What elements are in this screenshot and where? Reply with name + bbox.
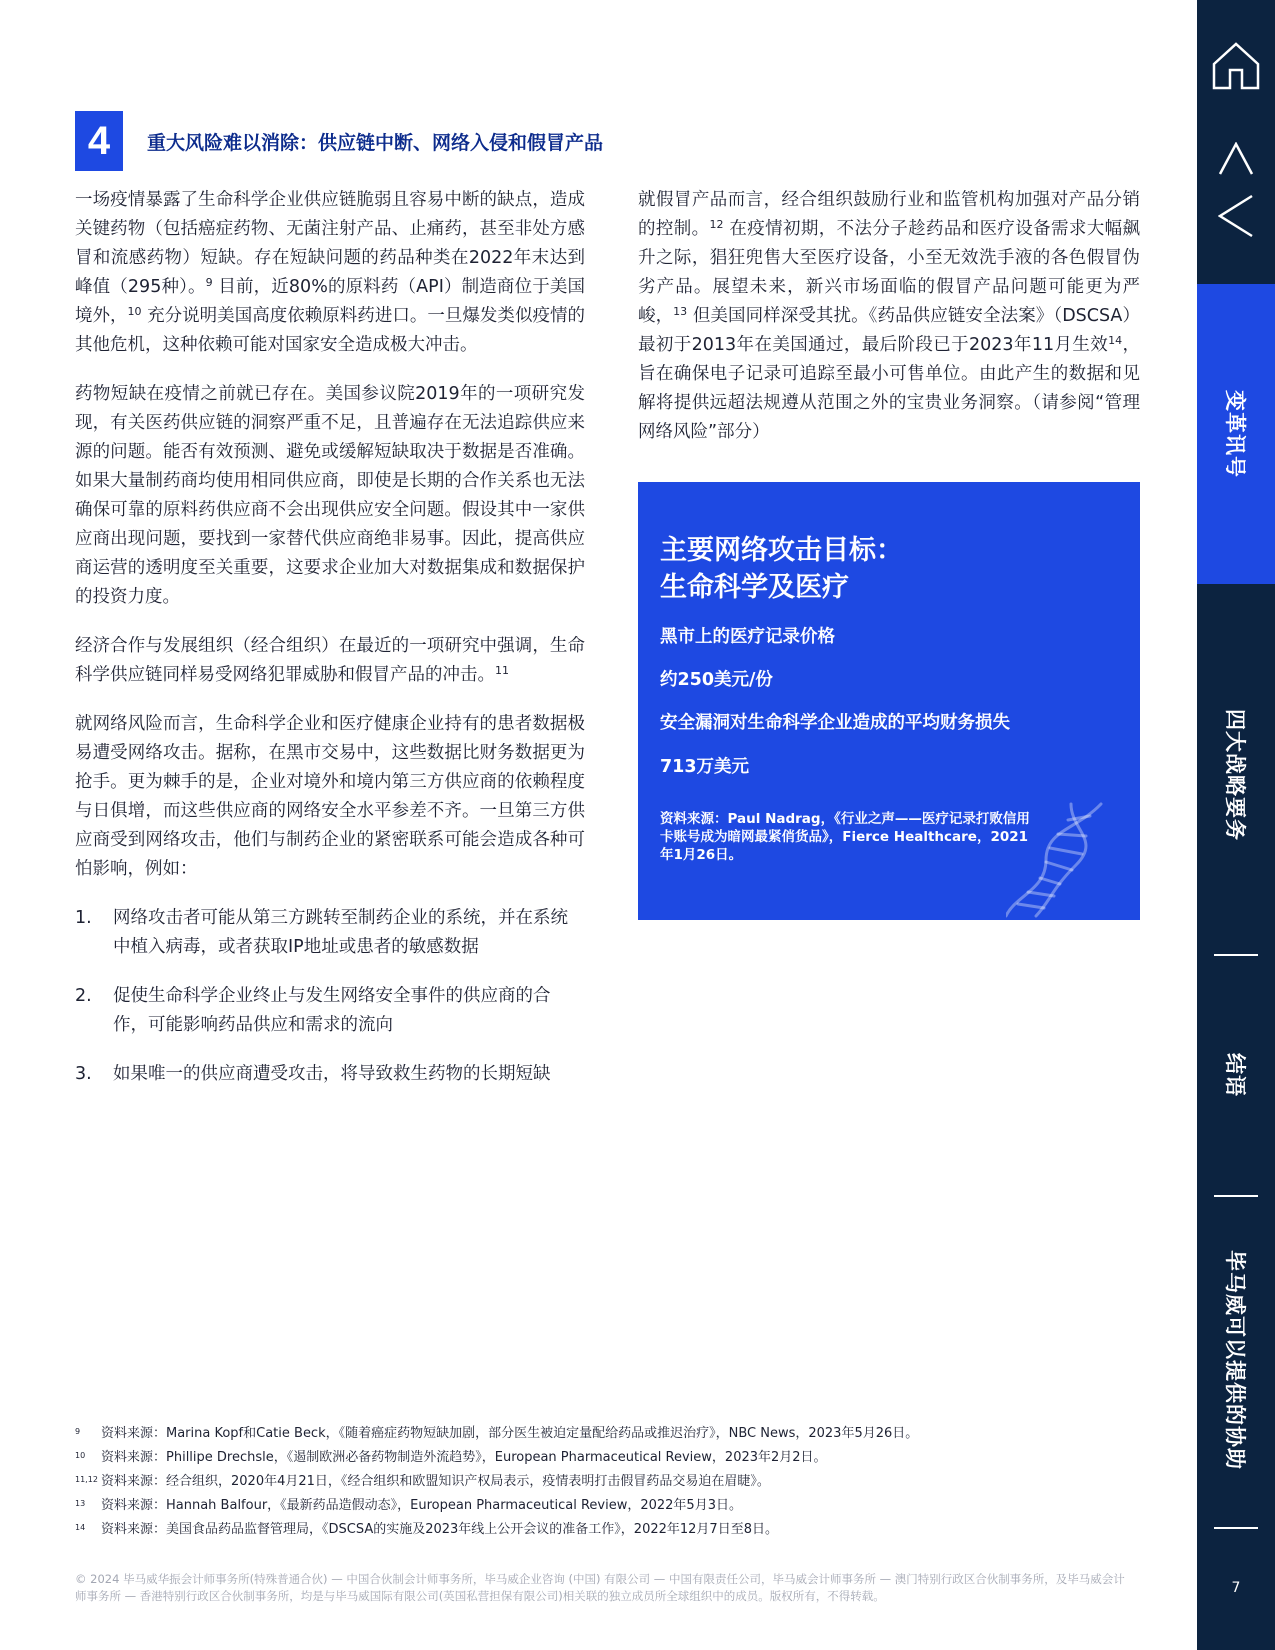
list-item: 2. 促使生命科学企业终止与发生网络安全事件的供应商的合作，可能影响药品供应和需求的流向 — [75, 986, 551, 1035]
right-column — [638, 186, 1140, 467]
section-title: 重大风险难以消除：供应链中断、网络入侵和假冒产品 — [147, 132, 604, 154]
footnote-ref[interactable]: 12 — [709, 218, 724, 231]
footnotes — [75, 1422, 1095, 1542]
footnote-ref[interactable]: 11 — [495, 664, 509, 677]
footnote-ref[interactable]: 10 — [127, 305, 142, 318]
divider — [1214, 1195, 1258, 1197]
chevron-up-icon[interactable] — [1218, 142, 1254, 176]
stat-value: 713万美元 — [660, 757, 750, 777]
tab-how-kpmg-can-help[interactable] — [1197, 1200, 1275, 1520]
paragraph: 就假冒产品而言，经合组织鼓励行业和监管机构加强对产品分销的控制。$^{12}$ 在疫情初期，不法分子趁药品和医疗设备需求大幅飙升之际，猖狂兜售大至医疗设备，小至无效洗手液的各色假冒伪劣产品。展望未来，新兴市场面临的假冒产品问题可能更为严峻，$^{13}$ 但美国同样深受其扰。《药品供应链安全法案》（DSCSA）最初于2013年在美国通过，最后阶段已于2023年11月生效$^{14}$，旨在确保电子记录可追踪至最小可售单位。由此产生的数据和见解将提供远超法规遵从范围之外的宝贵业务洞察。（请参阅“管理网络风险”部分） — [638, 190, 1141, 442]
footnote: 10 资料来源：Phillipe Drechsle，《遏制欧洲必备药物制造外流趋势》，European Pharmaceutical Review，2023年2月2日。 — [75, 1450, 827, 1465]
tab-label: 四大战略要务 — [1223, 709, 1247, 841]
list-item: 3. 如果唯一的供应商遭受攻击，将导致救生药物的长期短缺 — [75, 1064, 551, 1084]
tab-change-signals[interactable] — [1197, 284, 1275, 584]
tab-conclusion[interactable] — [1197, 960, 1275, 1190]
paragraph: 一场疫情暴露了生命科学企业供应链脆弱且容易中断的缺点，造成关键药物（包括癌症药物、无菌注射产品、止痛药，甚至非处方感冒和流感药物）短缺。存在短缺问题的药品种类在2022年末达到峰值（295种）。$^9$ 目前，近80%的原料药（API）制造商位于美国境外，$^{10}$ 充分说明美国高度依赖原料药进口。一旦爆发类似疫情的其他危机，这种依赖可能对国家安全造成极大冲击。 — [75, 190, 585, 355]
page-number: 7 — [1231, 1580, 1241, 1596]
stat-value: 约250美元/份 — [660, 670, 773, 690]
sidebar-nav — [1197, 0, 1275, 1650]
footnote: 13 资料来源：Hannah Balfour，《最新药品造假动态》，European Pharmaceutical Review，2022年5月3日。 — [75, 1498, 742, 1513]
stat-label: 黑市上的医疗记录价格 — [660, 627, 835, 647]
stat-label: 安全漏洞对生命科学企业造成的平均财务损失 — [660, 713, 1010, 733]
chevron-down-icon[interactable] — [1218, 194, 1254, 238]
section-number: 4 — [75, 111, 123, 171]
list-item: 1. 网络攻击者可能从第三方跳转至制药企业的系统，并在系统中植入病毒，或者获取IP地址或患者的敏感数据 — [75, 908, 568, 957]
tab-label: 结语 — [1223, 1053, 1247, 1097]
home-icon[interactable] — [1210, 40, 1262, 92]
stat-callout-box — [638, 482, 1140, 920]
footnote: 11,12 资料来源：经合组织，2020年4月21日，《经合组织和欧盟知识产权局表示，疫情表明打击假冒药品交易迫在眉睫》。 — [75, 1474, 770, 1489]
footnote: 14 资料来源：美国食品药品监督管理局，《DSCSA的实施及2023年线上公开会议的准备工作》，2022年12月7日至8日。 — [75, 1522, 778, 1537]
paragraph: 经济合作与发展组织（经合组织）在最近的一项研究中强调，生命科学供应链同样易受网络犯罪威胁和假冒产品的冲击。$^{11}$ — [75, 636, 585, 685]
paragraph: 就网络风险而言，生命科学企业和医疗健康企业持有的患者数据极易遭受网络攻击。据称，在黑市交易中，这些数据比财务数据更为抢手。更为棘手的是，企业对境外和境内第三方供应商的依赖程度与日俱增，而这些供应商的网络安全水平参差不齐。一旦第三方供应商受到网络攻击，他们与制药企业的紧密联系可能会造成各种可怕影响，例如： — [75, 714, 585, 879]
divider — [1214, 1527, 1258, 1529]
dna-icon — [1006, 800, 1116, 920]
callout-title: 主要网络攻击目标： 生命科学及医疗 — [660, 535, 903, 603]
tab-label: 毕马威可以提供的协助 — [1223, 1250, 1247, 1470]
copyright-notice: © 2024 毕马威华振会计师事务所(特殊普通合伙) — 中国合伙制会计师事务所，毕马威企业咨询 (中国) 有限公司 — 中国有限责任公司，毕马威会计师事务所 — 澳门特别行政区合伙制事务所，及毕马威会计师事务所 — 香港特别行政区合伙制事务所，均是与毕马威国际有限公司(英国私营担保有限公司)相关联的独立成员所全球组织中的成员。版权所有，不得转载。 — [75, 1572, 1125, 1603]
tab-strategic-imperatives[interactable] — [1197, 600, 1275, 950]
left-column — [75, 186, 585, 1109]
tab-label: 变革讯号 — [1223, 390, 1247, 478]
footnote-ref[interactable]: 14 — [1108, 334, 1123, 347]
risk-list — [75, 904, 585, 1089]
paragraph: 药物短缺在疫情之前就已存在。美国参议院2019年的一项研究发现，有关医药供应链的洞察严重不足，且普遍存在无法追踪供应来源的问题。能否有效预测、避免或缓解短缺取决于数据是否准确。如果大量制药商均使用相同供应商，即使是长期的合作关系也无法确保可靠的原料药供应商不会出现供应安全问题。假设其中一家供应商出现问题，要找到一家替代供应商绝非易事。因此，提高供应商运营的透明度至关重要，这要求企业加大对数据集成和数据保护的投资力度。 — [75, 384, 585, 607]
footnote: 9 资料来源：Marina Kopf和Catie Beck，《随着癌症药物短缺加剧，部分医生被迫定量配给药品或推迟治疗》，NBC News，2023年5月26日。 — [75, 1426, 919, 1441]
footnote-ref[interactable]: 9 — [205, 276, 213, 289]
divider — [1214, 954, 1258, 956]
footnote-ref[interactable]: 13 — [673, 305, 688, 318]
section-header — [75, 111, 675, 171]
callout-source: 资料来源：Paul Nadrag，《行业之声——医疗记录打败信用卡账号成为暗网最紧俏货品》，Fierce Healthcare，2021年1月26日。 — [660, 811, 1030, 863]
